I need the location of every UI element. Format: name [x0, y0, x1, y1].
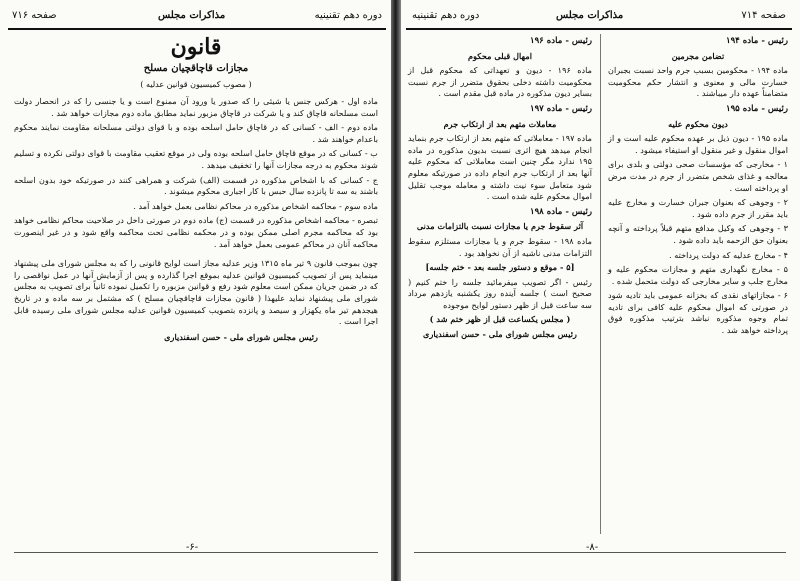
left-col-speaker-line: رئیس - ماده ۱۹۶ [529, 36, 592, 46]
left-signature: رئیس مجلس شورای ملی - حسن اسفندیاری [164, 331, 318, 342]
left-page [0, 0, 392, 581]
law-article-2c: ج - کسانی که با اشخاص مذکوره در قسمت (الف) شرکت و همراهی کنند در صورتیکه خود بدون اسلحه باشند به سه تا پانزده سال حبس با کار اجباری محکوم میشوند . [14, 174, 378, 197]
left-col-section-heading: آثر سقوط جرم یا مجازات نسبت بالتزامات مدنی [416, 221, 584, 232]
law-article-3: ماده سوم - محاکمه اشخاص مذکوره در محاکم نظامی بعمل خواهد آمد . [133, 200, 378, 211]
left-header-center: مذاکرات مجلس [158, 10, 226, 21]
left-col-paragraph: ماده ۱۹۶ - دیون و تعهداتی که محکوم قبل از محکومیت داشته دخلی بحقوق متضرر از جرم نسبت بسایر دیون مذکوره در ماده قبل مقدم است . [408, 65, 593, 99]
right-col-speaker-line: رئیس - ماده ۱۹۵ [725, 103, 788, 114]
left-col-signature: رئیس مجلس شورای ملی - حسن اسفندیاری [423, 329, 577, 340]
left-col-paragraph: رئیس - اگر تصویب میفرمائید جلسه را ختم کنیم ( صحیح است ) جلسه آینده روز یکشنبه یازدهم مرداد سه ساعت قبل از ظهر دستور لوایح موجوده [408, 276, 592, 310]
right-page-header [406, 6, 792, 30]
law-title: قانون [170, 34, 222, 60]
right-col-paragraph: ۴ - مخارج عدلیه که دولت پرداخته . [669, 249, 788, 260]
right-col-speaker-line: رئیس - ماده ۱۹۴ [725, 36, 788, 46]
left-col-paragraph: ماده ۱۹۷ - معاملاتی که متهم بعد از ارتکاب جرم بنماید انجام میدهد هیچ اثری نسبت بدیون مذکوره در ماده ۱۹۵ ندارد مگر چنین است معاملاتی که محکوم علیه آنها بعد از ارتکاب جرم انجام داده در صورتیکه معلوم شود متعامل سوء نیت داشته و معامله موجب تقلیل اموال محکوم علیه شده است . [408, 133, 592, 202]
law-article-1: ماده اول - هرکس جنس یا شیئی را که صدور یا ورود آن ممنوع است و یا جنسی را که در انحصار دولت است مسلحانه قاچاق کند و یا شرکت در قاچاق مزبور نماید مطابق ماده دوم مجازات خواهد شد . [14, 96, 378, 118]
law-article-2b: ب - کسانی که در موقع قاچاق حامل اسلحه بوده ولی در موقع تعقیب مقاومت با قوای دولتی نکرده و تسلیم شوند محکوم به درجه مجازات آنها را تخفیف میدهد . [14, 148, 378, 170]
left-page-header [8, 6, 386, 30]
left-col-speaker-line: رئیس - ماده ۱۹۷ [529, 103, 592, 114]
law-note: تبصره - محاکمه اشخاص مذکوره در قسمت (ج) ماده دوم در صورتی داخل در صلاحیت محاکم نظامی خواهد بود که محاکمه مجرم اصلی ممکن بوده و در محکمه نظامی تحت محاکمه واقع شود و در غیر اینصورت محاکمه آنان در محاکم عمومی بعمل خواهد آمد . [14, 215, 378, 249]
column-divider [600, 34, 601, 534]
right-page-number: -۸- [586, 542, 599, 553]
left-col-speaker-line: رئیس - ماده ۱۹۸ [529, 206, 592, 217]
right-col-paragraph: ۲ - وجوهی که بعنوان جبران خسارت و مخارج علیه باید مقرر از جرم داده شود . [608, 197, 788, 219]
left-page-number: -۶- [186, 542, 199, 553]
law-approval-note: ( مصوب کمیسیون قوانین عدلیه ) [140, 80, 252, 89]
left-col-bold-line: [۵ - موقع و دستور جلسه بعد - ختم جلسه] [425, 262, 575, 273]
left-col-bold-line: ( مجلس یکساعت قبل از ظهر ختم شد ) [429, 314, 571, 325]
law-article-2a: ماده دوم - الف - کسانی که در قاچاق حامل اسلحه بوده و با قوای دولتی مسلحانه مقاومت نمایند محکوم باعدام خواهند شد . [14, 122, 378, 144]
right-page-column-first [608, 32, 788, 340]
left-header-session: دوره دهم تقنینیه [314, 10, 382, 21]
right-header-session: دوره دهم تقنینیه [412, 10, 480, 21]
left-col-section-heading: امهال قبلی محکوم [468, 50, 532, 61]
right-col-paragraph: ماده ۱۹۵ - دیون ذیل بر عهده محکوم علیه است و از اموال منقول و غیر منقول او استیفاء میشود . [608, 133, 788, 155]
right-header-center: مذاکرات مجلس [556, 10, 624, 21]
right-col-paragraph: ۱ - مخارجی که مؤسسات صحی دولتی و بلدی برای معالجه و غذای شخص متضرر از جرم در مدت مرض او پرداخته است . [608, 159, 788, 193]
right-page [400, 0, 800, 581]
law-enactment-clause: چون بموجب قانون ۹ تیر ماه ۱۳۱۵ وزیر عدلیه مجاز است لوایح قانونی را که به مجلس شورای ملی پیشنهاد مینماید پس از تصویب کمیسیون قوانین عدلیه بموقع اجرا گذارده و پس از آزمایش آنها در عمل نواقصی را که در ضمن جریان ممکن است معلوم شود رفع و قوانین مزبوره را تکمیل نموده ثانیاً برای تصویب به مجلس شورای ملی پیشنهاد نماید علیهذا ( قانون مجازات قاچاقچیان مسلح ) که مشتمل بر سه ماده و در تاریخ هیجدهم تیر ماه یکهزار و سیصد و پانزده بتصویب کمیسیون قوانین عدلیه مجلس شورای ملی رسیده قابل اجرا است . [14, 258, 378, 327]
right-page-column-second [408, 32, 592, 344]
right-footer-rule [414, 552, 786, 553]
right-col-section-heading: دیون محکوم علیه [668, 118, 728, 129]
law-subtitle: مجازات قاچاقچیان مسلح [143, 63, 249, 74]
right-col-paragraph: ۶ - مجازاتهای نقدی که بخزانه عمومی باید تادیه شود در صورتی که اموال محکوم علیه کافی برای تادیه تمام وجوه مذکوره نباشد بترتیب مذکوره فوق پرداخته خواهد شد . [608, 290, 788, 336]
right-col-paragraph: ماده ۱۹۴ - محکومین بسبب جرم واحد نسبت بجبران خسارت مالی و معنوی و انتشار حکم محکومیت متضامناً عهده دار میباشند . [608, 65, 788, 99]
right-col-paragraph: ۵ - مخارج نگهداری متهم و مجازات محکوم علیه و مخارج جلب و سایر مخارجی که دولت متحمل شده . [608, 264, 788, 286]
left-col-paragraph: ماده ۱۹۸ - سقوط جرم و یا مجازات مستلزم سقوط التزامات مدنی ناشیه از آن نخواهد بود . [408, 235, 592, 258]
right-col-section-heading: تضامن مجرمین [671, 50, 725, 61]
right-header-page-label: صفحه ۷۱۴ [741, 10, 786, 21]
right-col-paragraph: ۳ - وجوهی که وکیل مدافع متهم قبلاً پرداخته و آنچه بعنوان حق الزحمه باید داده شود . [608, 223, 788, 245]
left-header-page-label: صفحه ۷۱۶ [12, 10, 57, 21]
left-col-section-heading: معاملات متهم بعد از ارتکاب جرم [443, 118, 557, 129]
law-body [14, 96, 378, 343]
